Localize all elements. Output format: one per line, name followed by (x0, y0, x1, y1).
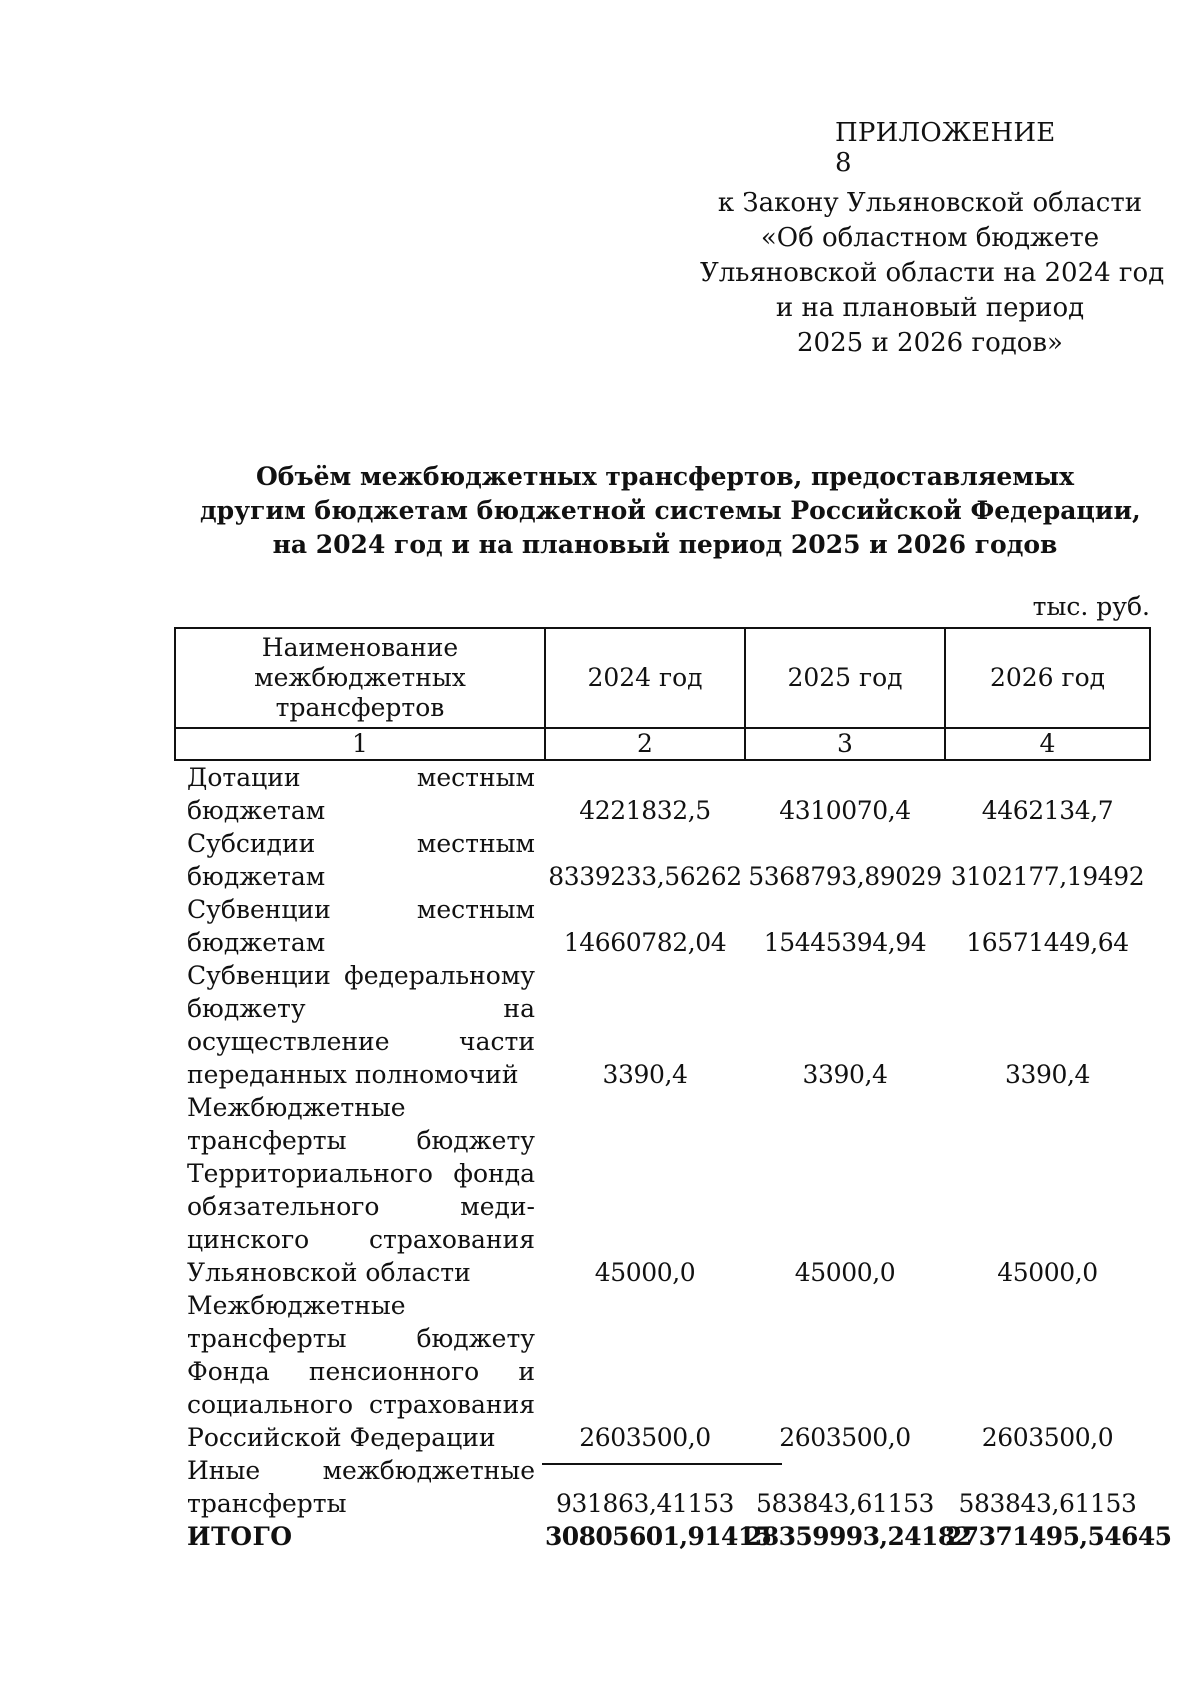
value-2026: 45000,0 (997, 1258, 1098, 1287)
value-2024: 4221832,5 (579, 796, 711, 825)
column-header-2026: 2026 год (945, 628, 1150, 728)
law-reference (700, 186, 1165, 361)
column-header-name: Наименование межбюджетных трансфертов (175, 628, 545, 728)
value-2026: 3390,4 (1004, 1060, 1091, 1089)
value-2025: 583843,61153 (755, 1489, 935, 1518)
table-row (175, 893, 1150, 959)
table-row (175, 760, 1150, 827)
value-2026: 4462134,7 (981, 796, 1114, 825)
value-2026: 16571449,64 (966, 928, 1129, 957)
total-2024: 30805601,91415 (545, 1522, 772, 1551)
value-2026: 2603500,0 (981, 1423, 1114, 1452)
value-2025: 3390,4 (802, 1060, 888, 1089)
value-2024: 14660782,04 (563, 928, 727, 957)
total-row (175, 1520, 1150, 1553)
document-title-line: на 2024 год и на плановый период 2025 и 2026 годов (272, 530, 1058, 559)
law-reference-line: и на плановый период (775, 293, 1085, 323)
value-2025: 45000,0 (794, 1258, 896, 1287)
table-header-row (175, 628, 1150, 728)
value-2025: 15445394,94 (763, 928, 927, 957)
law-reference-line: Ульяновской области на 2024 год (700, 258, 1165, 288)
value-2026: 3102177,19492 (950, 862, 1145, 891)
table-row (175, 1091, 1150, 1289)
row-name: Дотации местным бюджетам (187, 763, 535, 825)
value-2026: 583843,61153 (958, 1489, 1137, 1518)
table-row (175, 1289, 1150, 1454)
law-reference-line: 2025 и 2026 годов» (797, 328, 1063, 358)
value-2024: 2603500,0 (579, 1423, 711, 1452)
value-2025: 5368793,89029 (748, 862, 942, 891)
row-name: Субвенции федеральному бюджету на осуществление части переданных полномочий (187, 961, 535, 1089)
value-2025: 2603500,0 (779, 1423, 911, 1452)
column-header-2025: 2025 год (745, 628, 945, 728)
total-2025: 28359993,24182 (745, 1522, 972, 1551)
value-2024: 45000,0 (594, 1258, 696, 1287)
law-reference-line: «Об областном бюджете (760, 223, 1100, 253)
value-2024: 931863,41153 (555, 1489, 735, 1518)
units-label: тыс. руб. (1032, 592, 1150, 621)
total-2026: 27371495,54645 (945, 1522, 1172, 1551)
table-row (175, 827, 1150, 893)
row-name: Иные межбюджетные трансферты (187, 1456, 535, 1518)
column-number: 3 (745, 728, 945, 760)
row-name: Межбюджетные трансферты бюджету Фонда пенсионного и социального страхования Российской Федерации (187, 1291, 535, 1452)
document-title (200, 460, 1141, 562)
value-2025: 4310070,4 (779, 796, 911, 825)
value-2024: 8339233,56262 (548, 862, 742, 891)
column-number: 2 (545, 728, 745, 760)
document-title-line: другим бюджетам бюджетной системы Российской Федерации, (200, 496, 1141, 525)
column-number: 4 (945, 728, 1150, 760)
column-number-row (175, 728, 1150, 760)
column-number: 1 (175, 728, 545, 760)
column-header-2024: 2024 год (545, 628, 745, 728)
value-2024: 3390,4 (602, 1060, 688, 1089)
document-title-line: Объём межбюджетных трансфертов, предоставляемых (256, 462, 1074, 491)
total-label: ИТОГО (187, 1522, 293, 1551)
row-name: Межбюджетные трансферты бюджету Территориального фонда обязательного медицинского страхования Ульяновской области (187, 1093, 535, 1287)
table-row (175, 959, 1150, 1091)
appendix-number: ПРИЛОЖЕНИЕ 8 (835, 118, 1056, 178)
end-of-document-rule (542, 1463, 782, 1465)
row-name: Субсидии местным бюджетам (187, 829, 535, 891)
transfers-table (174, 627, 1172, 1553)
row-name: Субвенции местным бюджетам (187, 895, 535, 957)
law-reference-line: к Закону Ульяновской области (717, 188, 1143, 218)
